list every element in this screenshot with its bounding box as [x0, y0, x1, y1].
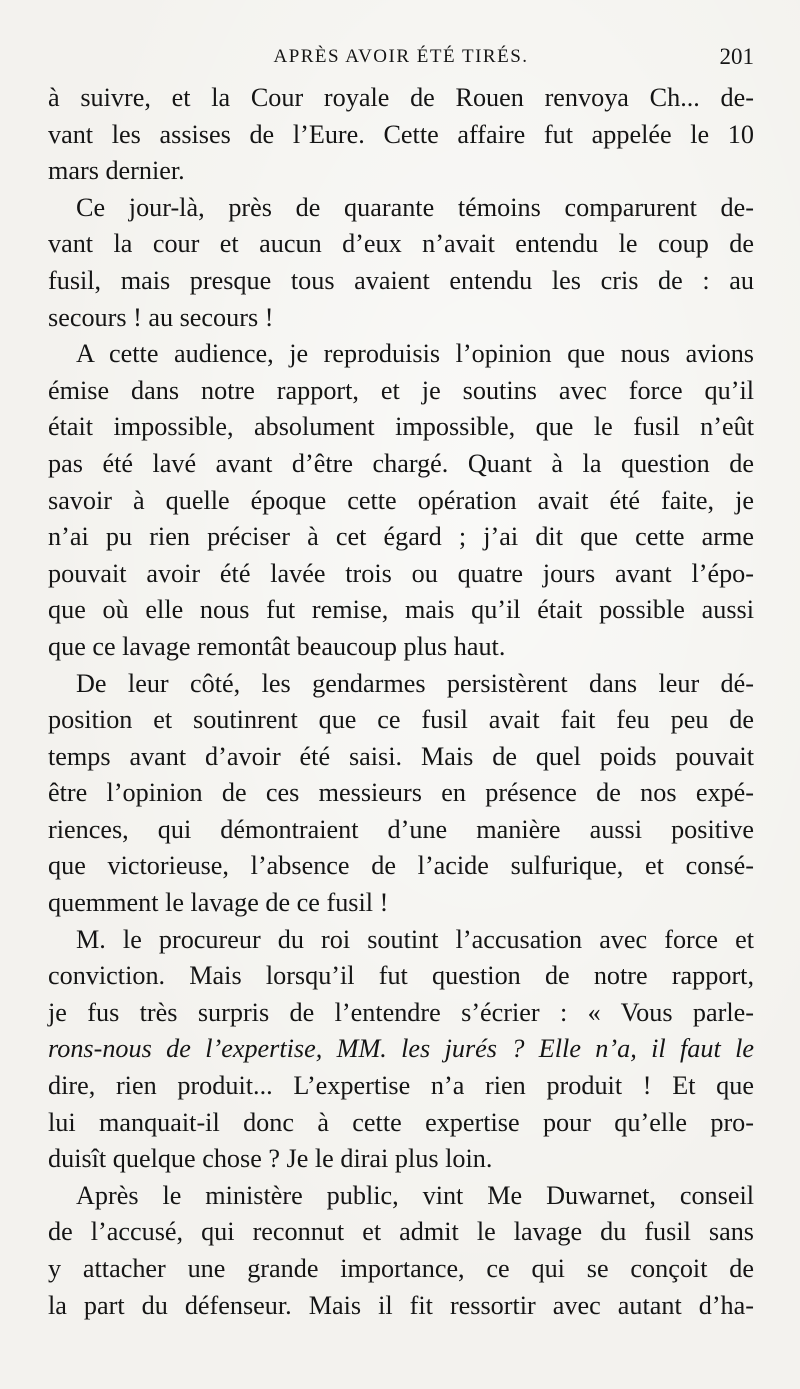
text-line: conviction. Mais lorsqu’il fut question de notre rapport, — [48, 961, 754, 991]
paragraph-4 — [48, 666, 754, 922]
text-line: pas été lavé avant d’être chargé. Quant à la question de — [48, 448, 754, 478]
text-line: Ce jour-là, près de quarante témoins comparurent de- — [76, 192, 754, 222]
text-line: la part du défenseur. Mais il fit ressortir avec autant d’ha- — [48, 1290, 754, 1320]
text-line: émise dans notre rapport, et je soutins avec force qu’il — [48, 375, 754, 405]
paragraph-6 — [48, 1178, 754, 1324]
text-line: y attacher une grande importance, ce qui se conçoit de — [48, 1254, 754, 1283]
text-line: savoir à quelle époque cette opération avait été faite, je — [48, 485, 754, 515]
body-text — [48, 80, 754, 1324]
text-line: vant la cour et aucun d’eux n’avait entendu le coup de — [48, 229, 754, 259]
text-line: je fus très surpris de l’entendre s’écrier : « Vous parle- — [48, 997, 754, 1027]
text-line: quemment le lavage de ce fusil ! — [48, 888, 389, 918]
text-line: pouvait avoir été lavée trois ou quatre jours avant l’épo- — [48, 558, 754, 588]
text-line: De leur côté, les gendarmes persistèrent dans leur dé- — [76, 668, 754, 698]
text-line: A cette audience, je reproduisis l’opinion que nous avions — [76, 339, 754, 369]
paragraph-1 — [48, 80, 754, 190]
paragraph-5 — [48, 922, 754, 1178]
text-line: riences, qui démontraient d’une manière aussi positive — [48, 814, 754, 844]
text-line: duisît quelque chose ? Je le dirai plus loin. — [48, 1144, 493, 1174]
paragraph-2 — [48, 190, 754, 336]
text-line: mars dernier. — [48, 156, 185, 186]
text-line: lui manquait-il donc à cette expertise pour qu’elle pro- — [48, 1107, 754, 1137]
running-head — [48, 36, 754, 80]
text-line: vant les assises de l’Eure. Cette affaire fut appelée le 10 — [48, 119, 754, 149]
text-line: de l’accusé, qui reconnut et admit le lavage du fusil sans — [48, 1217, 754, 1247]
text-line: M. le procureur du roi soutint l’accusation avec force et — [76, 924, 754, 954]
text-line: être l’opinion de ces messieurs en présence de nos expé- — [48, 778, 754, 808]
text-line: que ce lavage remontât beaucoup plus haut. — [48, 631, 506, 661]
text-line: position et soutinrent que ce fusil avait fait feu peu de — [48, 705, 754, 735]
text-line: temps avant d’avoir été saisi. Mais de quel poids pouvait — [48, 741, 754, 771]
text-line: dire, rien produit... L’expertise n’a rien produit ! Et que — [48, 1071, 754, 1101]
text-line: rons-nous de l’expertise, MM. les jurés ? Elle n’a, il faut le — [48, 1034, 754, 1064]
text-line: à suivre, et la Cour royale de Rouen renvoya Ch... de- — [48, 83, 754, 112]
paragraph-3 — [48, 336, 754, 665]
text-line: Après le ministère public, vint Me Duwarnet, conseil — [76, 1180, 754, 1210]
text-line: que victorieuse, l’absence de l’acide sulfurique, et consé- — [48, 851, 754, 881]
text-line: secours ! au secours ! — [48, 302, 274, 332]
text-line: était impossible, absolument impossible, que le fusil n’eût — [48, 412, 754, 442]
running-title: APRÈS AVOIR ÉTÉ TIRÉS. — [273, 46, 529, 67]
text-line: que où elle nous fut remise, mais qu’il était possible aussi — [48, 595, 754, 625]
text-line: fusil, mais presque tous avaient entendu les cris de : au — [48, 265, 754, 295]
text-line: n’ai pu rien préciser à cet égard ; j’ai dit que cette arme — [48, 522, 754, 552]
page-number: 201 — [719, 44, 754, 69]
